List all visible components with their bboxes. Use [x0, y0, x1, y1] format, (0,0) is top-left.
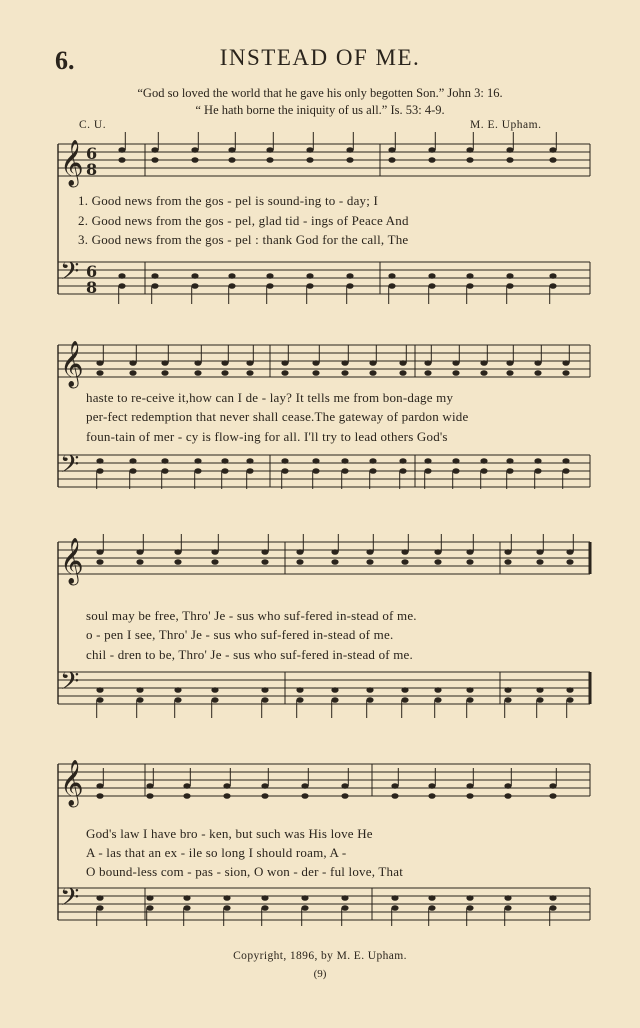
- note-head: [228, 273, 235, 279]
- note-head: [369, 370, 376, 376]
- note-head: [246, 360, 253, 366]
- note-head: [466, 157, 473, 163]
- note-head: [434, 697, 441, 703]
- note-head: [466, 549, 473, 555]
- note-head: [399, 360, 406, 366]
- note-head: [549, 783, 556, 789]
- note-head: [536, 697, 543, 703]
- note-head: [369, 468, 376, 474]
- note-head: [96, 687, 103, 693]
- note-head: [191, 283, 198, 289]
- note-head: [452, 468, 459, 474]
- note-head: [366, 687, 373, 693]
- lyric-line: 2. Good news from the gos - pel, glad tid - ings of Peace And: [78, 213, 409, 228]
- note-head: [191, 147, 198, 153]
- note-head: [504, 559, 511, 565]
- note-head: [266, 157, 273, 163]
- note-head: [346, 147, 353, 153]
- time-signature-top: 6: [86, 262, 98, 281]
- treble-clef-icon: 𝄞: [60, 140, 84, 186]
- note-head: [301, 783, 308, 789]
- note-head: [480, 458, 487, 464]
- note-head: [221, 370, 228, 376]
- note-head: [369, 360, 376, 366]
- note-head: [261, 905, 268, 911]
- note-head: [366, 697, 373, 703]
- note-head: [261, 687, 268, 693]
- note-head: [506, 273, 513, 279]
- note-head: [346, 283, 353, 289]
- lyric-line: God's law I have bro - ken, but such was His love He: [86, 826, 373, 841]
- bass-clef-icon: 𝄢: [60, 257, 80, 292]
- note-head: [221, 458, 228, 464]
- note-head: [549, 157, 556, 163]
- note-head: [183, 783, 190, 789]
- bass-clef-icon: 𝄢: [60, 450, 80, 485]
- note-head: [506, 147, 513, 153]
- note-head: [129, 360, 136, 366]
- note-head: [434, 687, 441, 693]
- note-head: [261, 697, 268, 703]
- note-head: [281, 458, 288, 464]
- note-head: [96, 793, 103, 799]
- note-head: [136, 687, 143, 693]
- note-head: [146, 783, 153, 789]
- note-head: [266, 283, 273, 289]
- note-head: [174, 549, 181, 555]
- scripture-line-2: “ He hath borne the iniquity of us all.” Is. 53: 4-9.: [195, 103, 445, 117]
- note-head: [223, 905, 230, 911]
- note-head: [466, 283, 473, 289]
- bass-clef-icon: 𝄢: [60, 883, 80, 918]
- note-head: [281, 370, 288, 376]
- note-head: [183, 793, 190, 799]
- note-head: [388, 157, 395, 163]
- note-head: [211, 559, 218, 565]
- note-head: [296, 549, 303, 555]
- note-head: [129, 468, 136, 474]
- note-head: [562, 370, 569, 376]
- note-head: [562, 360, 569, 366]
- note-head: [506, 370, 513, 376]
- note-head: [136, 697, 143, 703]
- note-head: [480, 370, 487, 376]
- note-head: [211, 549, 218, 555]
- note-head: [549, 905, 556, 911]
- note-head: [466, 687, 473, 693]
- note-head: [161, 468, 168, 474]
- note-head: [466, 147, 473, 153]
- note-head: [96, 783, 103, 789]
- note-head: [161, 370, 168, 376]
- note-head: [306, 147, 313, 153]
- note-head: [366, 549, 373, 555]
- note-head: [452, 458, 459, 464]
- note-head: [369, 458, 376, 464]
- words-credit: C. U.: [79, 119, 107, 131]
- note-head: [246, 468, 253, 474]
- note-head: [346, 273, 353, 279]
- note-head: [504, 905, 511, 911]
- note-head: [96, 905, 103, 911]
- note-head: [174, 687, 181, 693]
- note-head: [424, 468, 431, 474]
- note-head: [223, 783, 230, 789]
- note-head: [341, 360, 348, 366]
- note-head: [466, 895, 473, 901]
- note-head: [246, 458, 253, 464]
- note-head: [391, 905, 398, 911]
- note-head: [341, 468, 348, 474]
- note-head: [506, 458, 513, 464]
- note-head: [388, 147, 395, 153]
- note-head: [194, 360, 201, 366]
- note-head: [566, 687, 573, 693]
- treble-clef-icon: 𝄞: [60, 760, 84, 806]
- note-head: [306, 283, 313, 289]
- note-head: [466, 783, 473, 789]
- note-head: [399, 370, 406, 376]
- note-head: [434, 549, 441, 555]
- note-head: [118, 283, 125, 289]
- note-head: [466, 697, 473, 703]
- note-head: [366, 559, 373, 565]
- note-head: [118, 273, 125, 279]
- note-head: [331, 549, 338, 555]
- note-head: [346, 157, 353, 163]
- note-head: [96, 360, 103, 366]
- note-head: [146, 793, 153, 799]
- note-head: [151, 147, 158, 153]
- note-head: [261, 783, 268, 789]
- note-head: [223, 895, 230, 901]
- note-head: [562, 468, 569, 474]
- note-head: [452, 360, 459, 366]
- music-credit: M. E. Upham.: [470, 119, 542, 131]
- note-head: [228, 283, 235, 289]
- note-head: [466, 273, 473, 279]
- note-head: [161, 360, 168, 366]
- note-head: [129, 458, 136, 464]
- note-head: [296, 559, 303, 565]
- note-head: [228, 157, 235, 163]
- note-head: [504, 687, 511, 693]
- note-head: [466, 559, 473, 565]
- note-head: [301, 793, 308, 799]
- note-head: [549, 147, 556, 153]
- note-head: [341, 895, 348, 901]
- lyric-line: 3. Good news from the gos - pel : thank God for the call, The: [78, 232, 409, 247]
- note-head: [536, 559, 543, 565]
- note-head: [504, 783, 511, 789]
- note-head: [96, 468, 103, 474]
- note-head: [566, 549, 573, 555]
- note-head: [296, 687, 303, 693]
- note-head: [312, 370, 319, 376]
- note-head: [118, 147, 125, 153]
- note-head: [96, 895, 103, 901]
- note-head: [331, 687, 338, 693]
- note-head: [261, 793, 268, 799]
- note-head: [424, 458, 431, 464]
- note-head: [549, 283, 556, 289]
- note-head: [161, 458, 168, 464]
- note-head: [341, 793, 348, 799]
- note-head: [341, 458, 348, 464]
- note-head: [452, 370, 459, 376]
- note-head: [191, 273, 198, 279]
- note-head: [480, 468, 487, 474]
- note-head: [428, 273, 435, 279]
- note-head: [146, 905, 153, 911]
- note-head: [261, 895, 268, 901]
- treble-clef-icon: 𝄞: [60, 538, 84, 584]
- note-head: [504, 549, 511, 555]
- note-head: [301, 895, 308, 901]
- note-head: [296, 697, 303, 703]
- note-head: [466, 793, 473, 799]
- note-head: [261, 559, 268, 565]
- note-head: [183, 905, 190, 911]
- note-head: [246, 370, 253, 376]
- note-head: [428, 895, 435, 901]
- note-head: [151, 157, 158, 163]
- note-head: [266, 147, 273, 153]
- copyright-footer: Copyright, 1896, by M. E. Upham.: [233, 950, 407, 962]
- note-head: [399, 458, 406, 464]
- note-head: [424, 370, 431, 376]
- note-head: [221, 468, 228, 474]
- note-head: [562, 458, 569, 464]
- note-head: [506, 360, 513, 366]
- note-head: [281, 468, 288, 474]
- note-head: [194, 468, 201, 474]
- note-head: [221, 360, 228, 366]
- note-head: [506, 157, 513, 163]
- note-head: [118, 157, 125, 163]
- note-head: [96, 458, 103, 464]
- note-head: [534, 468, 541, 474]
- note-head: [151, 283, 158, 289]
- note-head: [401, 549, 408, 555]
- lyric-line: A - las that an ex - ile so long I should roam, A -: [86, 845, 347, 860]
- note-head: [301, 905, 308, 911]
- note-head: [536, 687, 543, 693]
- note-head: [424, 360, 431, 366]
- note-head: [194, 458, 201, 464]
- note-head: [428, 905, 435, 911]
- note-head: [261, 549, 268, 555]
- note-head: [534, 360, 541, 366]
- note-head: [506, 468, 513, 474]
- note-head: [228, 147, 235, 153]
- note-head: [136, 549, 143, 555]
- scripture-line-1: “God so loved the world that he gave his only begotten Son.” John 3: 16.: [137, 86, 503, 100]
- note-head: [174, 697, 181, 703]
- time-signature-top: 6: [86, 144, 98, 163]
- note-head: [146, 895, 153, 901]
- note-head: [388, 283, 395, 289]
- note-head: [341, 783, 348, 789]
- lyric-line: o - pen I see, Thro' Je - sus who suf-fered in-stead of me.: [86, 627, 394, 642]
- note-head: [506, 283, 513, 289]
- note-head: [223, 793, 230, 799]
- note-head: [428, 783, 435, 789]
- lyric-line: soul may be free, Thro' Je - sus who suf-fered in-stead of me.: [86, 608, 417, 623]
- note-head: [566, 559, 573, 565]
- note-head: [266, 273, 273, 279]
- note-head: [96, 559, 103, 565]
- note-head: [331, 697, 338, 703]
- lyric-line: 1. Good news from the gos - pel is sound-ing to - day; I: [78, 193, 379, 208]
- note-head: [331, 559, 338, 565]
- note-head: [534, 458, 541, 464]
- note-head: [194, 370, 201, 376]
- note-head: [566, 697, 573, 703]
- note-head: [536, 549, 543, 555]
- treble-clef-icon: 𝄞: [60, 341, 84, 387]
- note-head: [183, 895, 190, 901]
- note-head: [136, 559, 143, 565]
- hymn-title: INSTEAD OF ME.: [219, 45, 421, 70]
- note-head: [174, 559, 181, 565]
- page-number: (9): [313, 968, 327, 980]
- note-head: [96, 697, 103, 703]
- note-head: [480, 360, 487, 366]
- note-head: [504, 793, 511, 799]
- note-head: [341, 370, 348, 376]
- note-head: [428, 283, 435, 289]
- note-head: [401, 559, 408, 565]
- note-head: [312, 360, 319, 366]
- time-signature-bottom: 8: [86, 160, 98, 179]
- note-head: [129, 370, 136, 376]
- bass-clef-icon: 𝄢: [60, 667, 80, 702]
- note-head: [549, 793, 556, 799]
- lyric-line: foun-tain of mer - cy is flow-ing for all. I'll try to lead others God's: [86, 429, 448, 444]
- note-head: [504, 697, 511, 703]
- lyric-line: O bound-less com - pas - sion, O won - der - ful love, That: [86, 864, 404, 879]
- note-head: [151, 273, 158, 279]
- note-head: [312, 458, 319, 464]
- lyric-line: haste to re-ceive it,how can I de - lay? It tells me from bon-dage my: [86, 390, 454, 405]
- lyric-line: per-fect redemption that never shall cease.The gateway of pardon wide: [86, 409, 469, 424]
- note-head: [391, 793, 398, 799]
- note-head: [211, 697, 218, 703]
- note-head: [399, 468, 406, 474]
- note-head: [401, 697, 408, 703]
- note-head: [341, 905, 348, 911]
- note-head: [549, 895, 556, 901]
- note-head: [434, 559, 441, 565]
- note-head: [428, 793, 435, 799]
- note-head: [281, 360, 288, 366]
- note-head: [428, 147, 435, 153]
- hymn-number: 6.: [55, 46, 75, 75]
- note-head: [388, 273, 395, 279]
- note-head: [312, 468, 319, 474]
- note-head: [211, 687, 218, 693]
- note-head: [191, 157, 198, 163]
- note-head: [466, 905, 473, 911]
- note-head: [96, 370, 103, 376]
- note-head: [306, 157, 313, 163]
- note-head: [401, 687, 408, 693]
- note-head: [428, 157, 435, 163]
- time-signature-bottom: 8: [86, 278, 98, 297]
- lyric-line: chil - dren to be, Thro' Je - sus who suf-fered in-stead of me.: [86, 647, 413, 662]
- note-head: [306, 273, 313, 279]
- note-head: [549, 273, 556, 279]
- note-head: [504, 895, 511, 901]
- note-head: [391, 895, 398, 901]
- note-head: [96, 549, 103, 555]
- note-head: [534, 370, 541, 376]
- note-head: [391, 783, 398, 789]
